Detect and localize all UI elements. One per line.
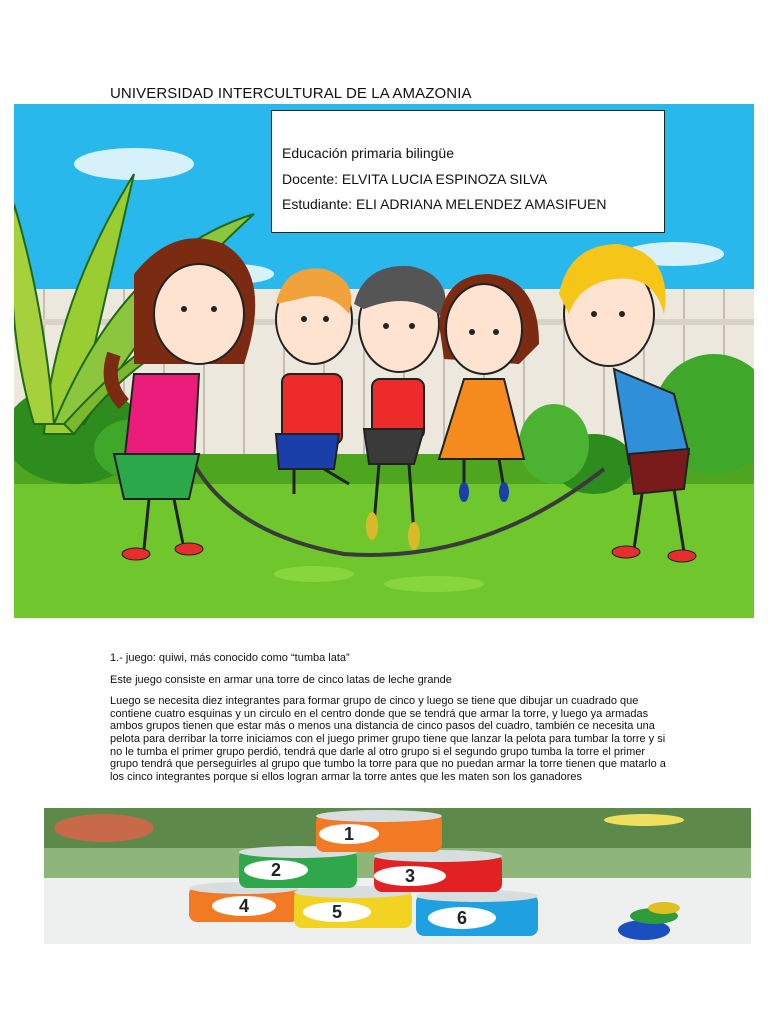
- can-3-label: 3: [404, 866, 416, 886]
- game-description-section: [110, 652, 670, 792]
- can-6-label: 6: [456, 908, 468, 928]
- program-name: Educación primaria bilingüe: [282, 145, 454, 161]
- university-title: UNIVERSIDAD INTERCULTURAL DE LA AMAZONIA: [110, 85, 472, 102]
- game-rules: Luego se necesita diez integrantes para formar grupo de cinco y luego se tiene que dibujar un cuadrado que contiene cuatro esquinas y un circulo en el centro donde que se tendrá que armar la torre, y luego ya armadas ambos grupos tienen que estar más o menos una distancia de cinco pasos del cuadro, también ce necesita una pelota para derribar la torre iniciamos con el juego primer grupo tiene que lanzar la pelota para tumbar la torre y si no le tumba el primer grupo perdió, tendrá que darle al otro grupo si el segundo grupo tumba la torre el primer grupo tendrá que perseguirles al grupo que tumbo la torre para que no puedan armar la torre tienen que matarlo a los cinco integrantes porque si ellos logran armar la torre antes que les maten son los ganadores: [110, 695, 666, 783]
- game-intro: Este juego consiste en armar una torre de cinco latas de leche grande: [110, 673, 452, 686]
- can-1-label: 1: [343, 824, 355, 844]
- can-2: [239, 846, 357, 888]
- student-name: Estudiante: ELI ADRIANA MELENDEZ AMASIFUEN: [282, 196, 607, 212]
- can-1: [316, 810, 442, 852]
- can-4-label: 4: [238, 896, 250, 916]
- teacher-name: Docente: ELVITA LUCIA ESPINOZA SILVA: [282, 170, 548, 187]
- cans-tower-photo: [44, 808, 751, 944]
- can-3: [374, 850, 502, 892]
- title-info-box: [271, 110, 665, 233]
- can-5: [294, 886, 412, 928]
- can-5-label: 5: [331, 902, 343, 922]
- can-2-label: 2: [270, 860, 282, 880]
- can-6: [416, 890, 538, 936]
- game-title: 1.- juego: quiwi, más conocido como “tumba lata”: [110, 652, 350, 664]
